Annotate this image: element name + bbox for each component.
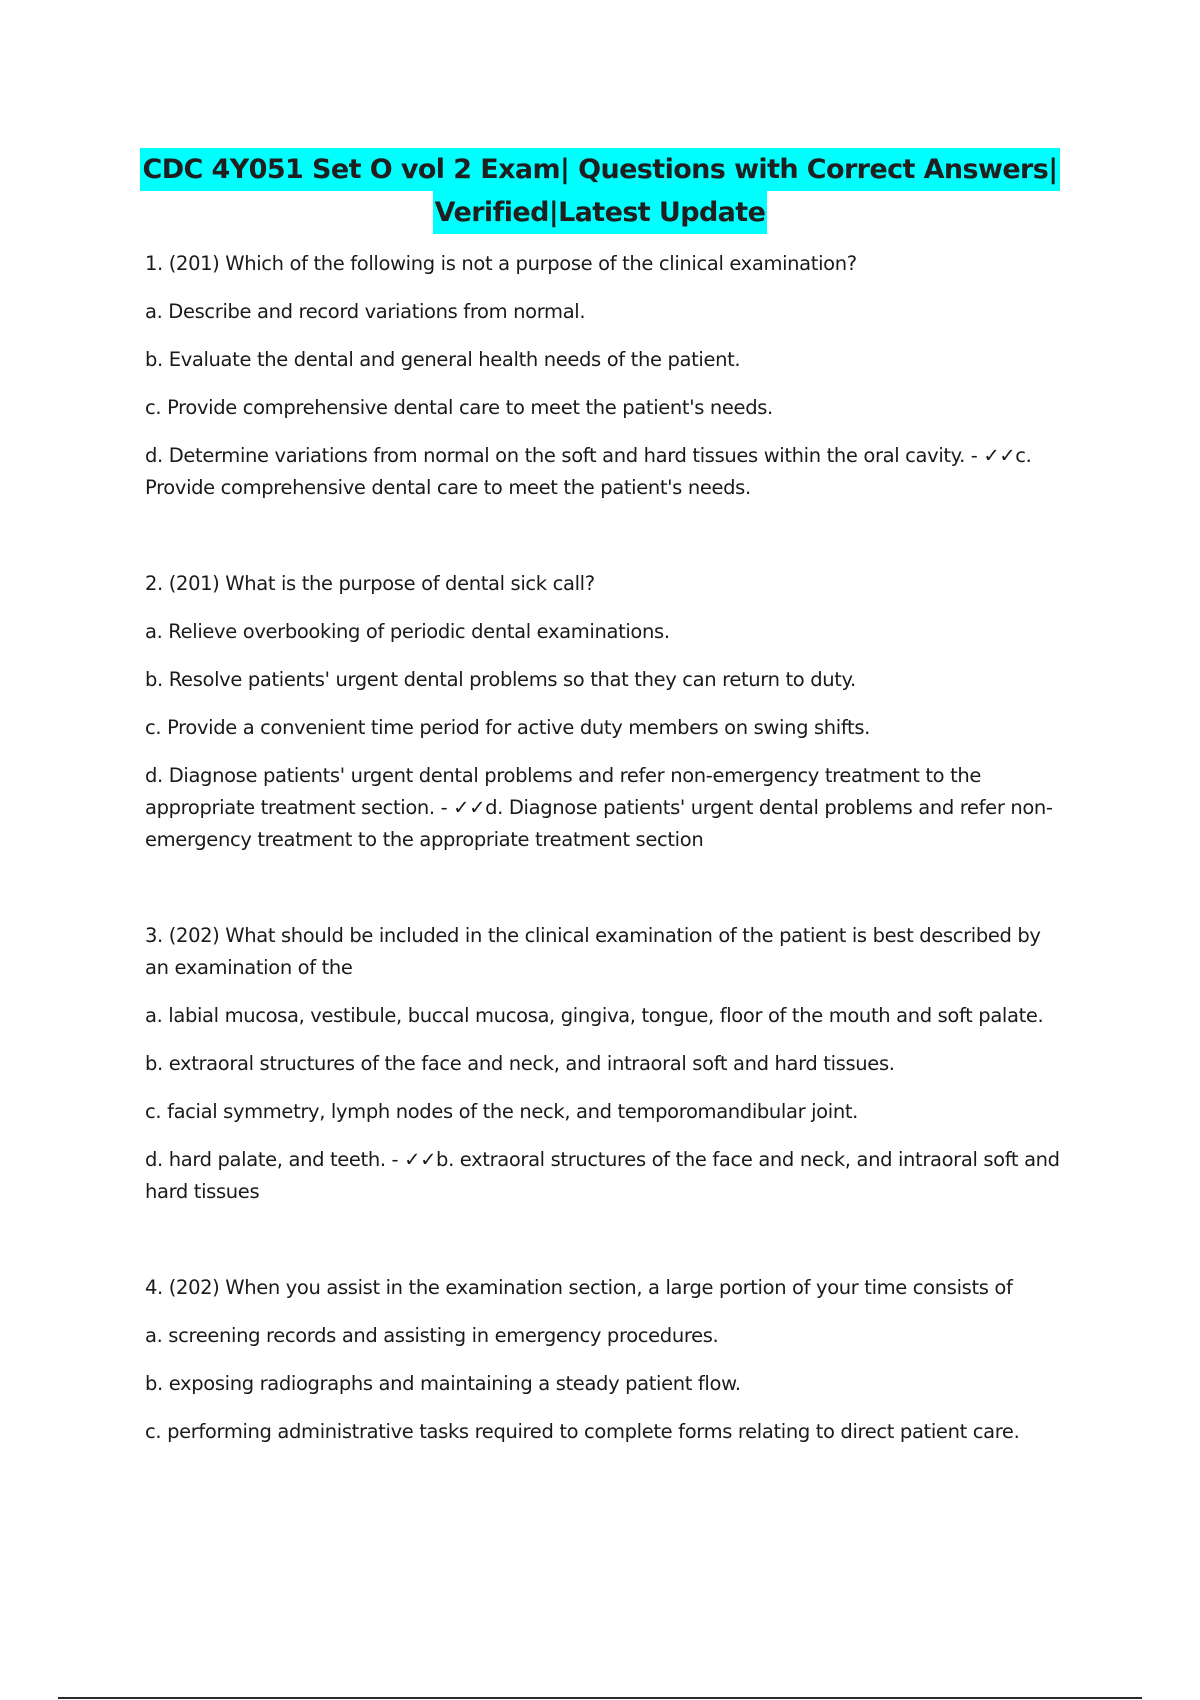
title-line-1: CDC 4Y051 Set O vol 2 Exam| Questions with Correct Answers| bbox=[140, 148, 1059, 191]
question-block-1 bbox=[145, 248, 1060, 504]
title-line-2: Verified|Latest Update bbox=[433, 191, 768, 234]
question-text: 2. (201) What is the purpose of dental sick call? bbox=[145, 572, 595, 595]
answer-option-b: b. Evaluate the dental and general health needs of the patient. bbox=[145, 348, 741, 371]
answer-option-d-with-correct-answer: d. hard palate, and teeth. - ✓✓b. extraoral structures of the face and neck, and intraoral soft and hard tissues bbox=[145, 1148, 1060, 1203]
answer-option-b: b. exposing radiographs and maintaining a steady patient flow. bbox=[145, 1372, 741, 1395]
document-title bbox=[100, 148, 1100, 234]
question-block-3 bbox=[145, 920, 1060, 1208]
answer-option-c: c. performing administrative tasks required to complete forms relating to direct patient care. bbox=[145, 1420, 1020, 1443]
question-block-4 bbox=[145, 1272, 1060, 1448]
answer-option-a: a. labial mucosa, vestibule, buccal mucosa, gingiva, tongue, floor of the mouth and soft palate. bbox=[145, 1004, 1044, 1027]
page-bottom-rule bbox=[58, 1697, 1142, 1699]
question-list bbox=[145, 248, 1060, 1464]
answer-option-d-with-correct-answer: d. Determine variations from normal on the soft and hard tissues within the oral cavity. - ✓✓c. Provide comprehensive dental care to meet the patient's needs. bbox=[145, 444, 1032, 499]
question-text: 4. (202) When you assist in the examination section, a large portion of your time consists of bbox=[145, 1276, 1013, 1299]
answer-option-c: c. Provide a convenient time period for active duty members on swing shifts. bbox=[145, 716, 870, 739]
answer-option-b: b. Resolve patients' urgent dental problems so that they can return to duty. bbox=[145, 668, 856, 691]
answer-option-a: a. Describe and record variations from normal. bbox=[145, 300, 586, 323]
answer-option-a: a. Relieve overbooking of periodic dental examinations. bbox=[145, 620, 670, 643]
answer-option-c: c. facial symmetry, lymph nodes of the neck, and temporomandibular joint. bbox=[145, 1100, 858, 1123]
question-text: 3. (202) What should be included in the clinical examination of the patient is best described by an examination of the bbox=[145, 924, 1041, 979]
question-spacer bbox=[145, 520, 1060, 568]
answer-option-d-with-correct-answer: d. Diagnose patients' urgent dental problems and refer non-emergency treatment to the appropriate treatment section. - ✓✓d. Diagnose patients' urgent dental problems and refer non-emergency treatment to the appropriate treatment section bbox=[145, 764, 1053, 851]
question-spacer bbox=[145, 872, 1060, 920]
answer-option-a: a. screening records and assisting in emergency procedures. bbox=[145, 1324, 719, 1347]
question-text: 1. (201) Which of the following is not a purpose of the clinical examination? bbox=[145, 252, 857, 275]
answer-option-c: c. Provide comprehensive dental care to meet the patient's needs. bbox=[145, 396, 773, 419]
answer-option-b: b. extraoral structures of the face and neck, and intraoral soft and hard tissues. bbox=[145, 1052, 895, 1075]
question-block-2 bbox=[145, 568, 1060, 856]
question-spacer bbox=[145, 1224, 1060, 1272]
